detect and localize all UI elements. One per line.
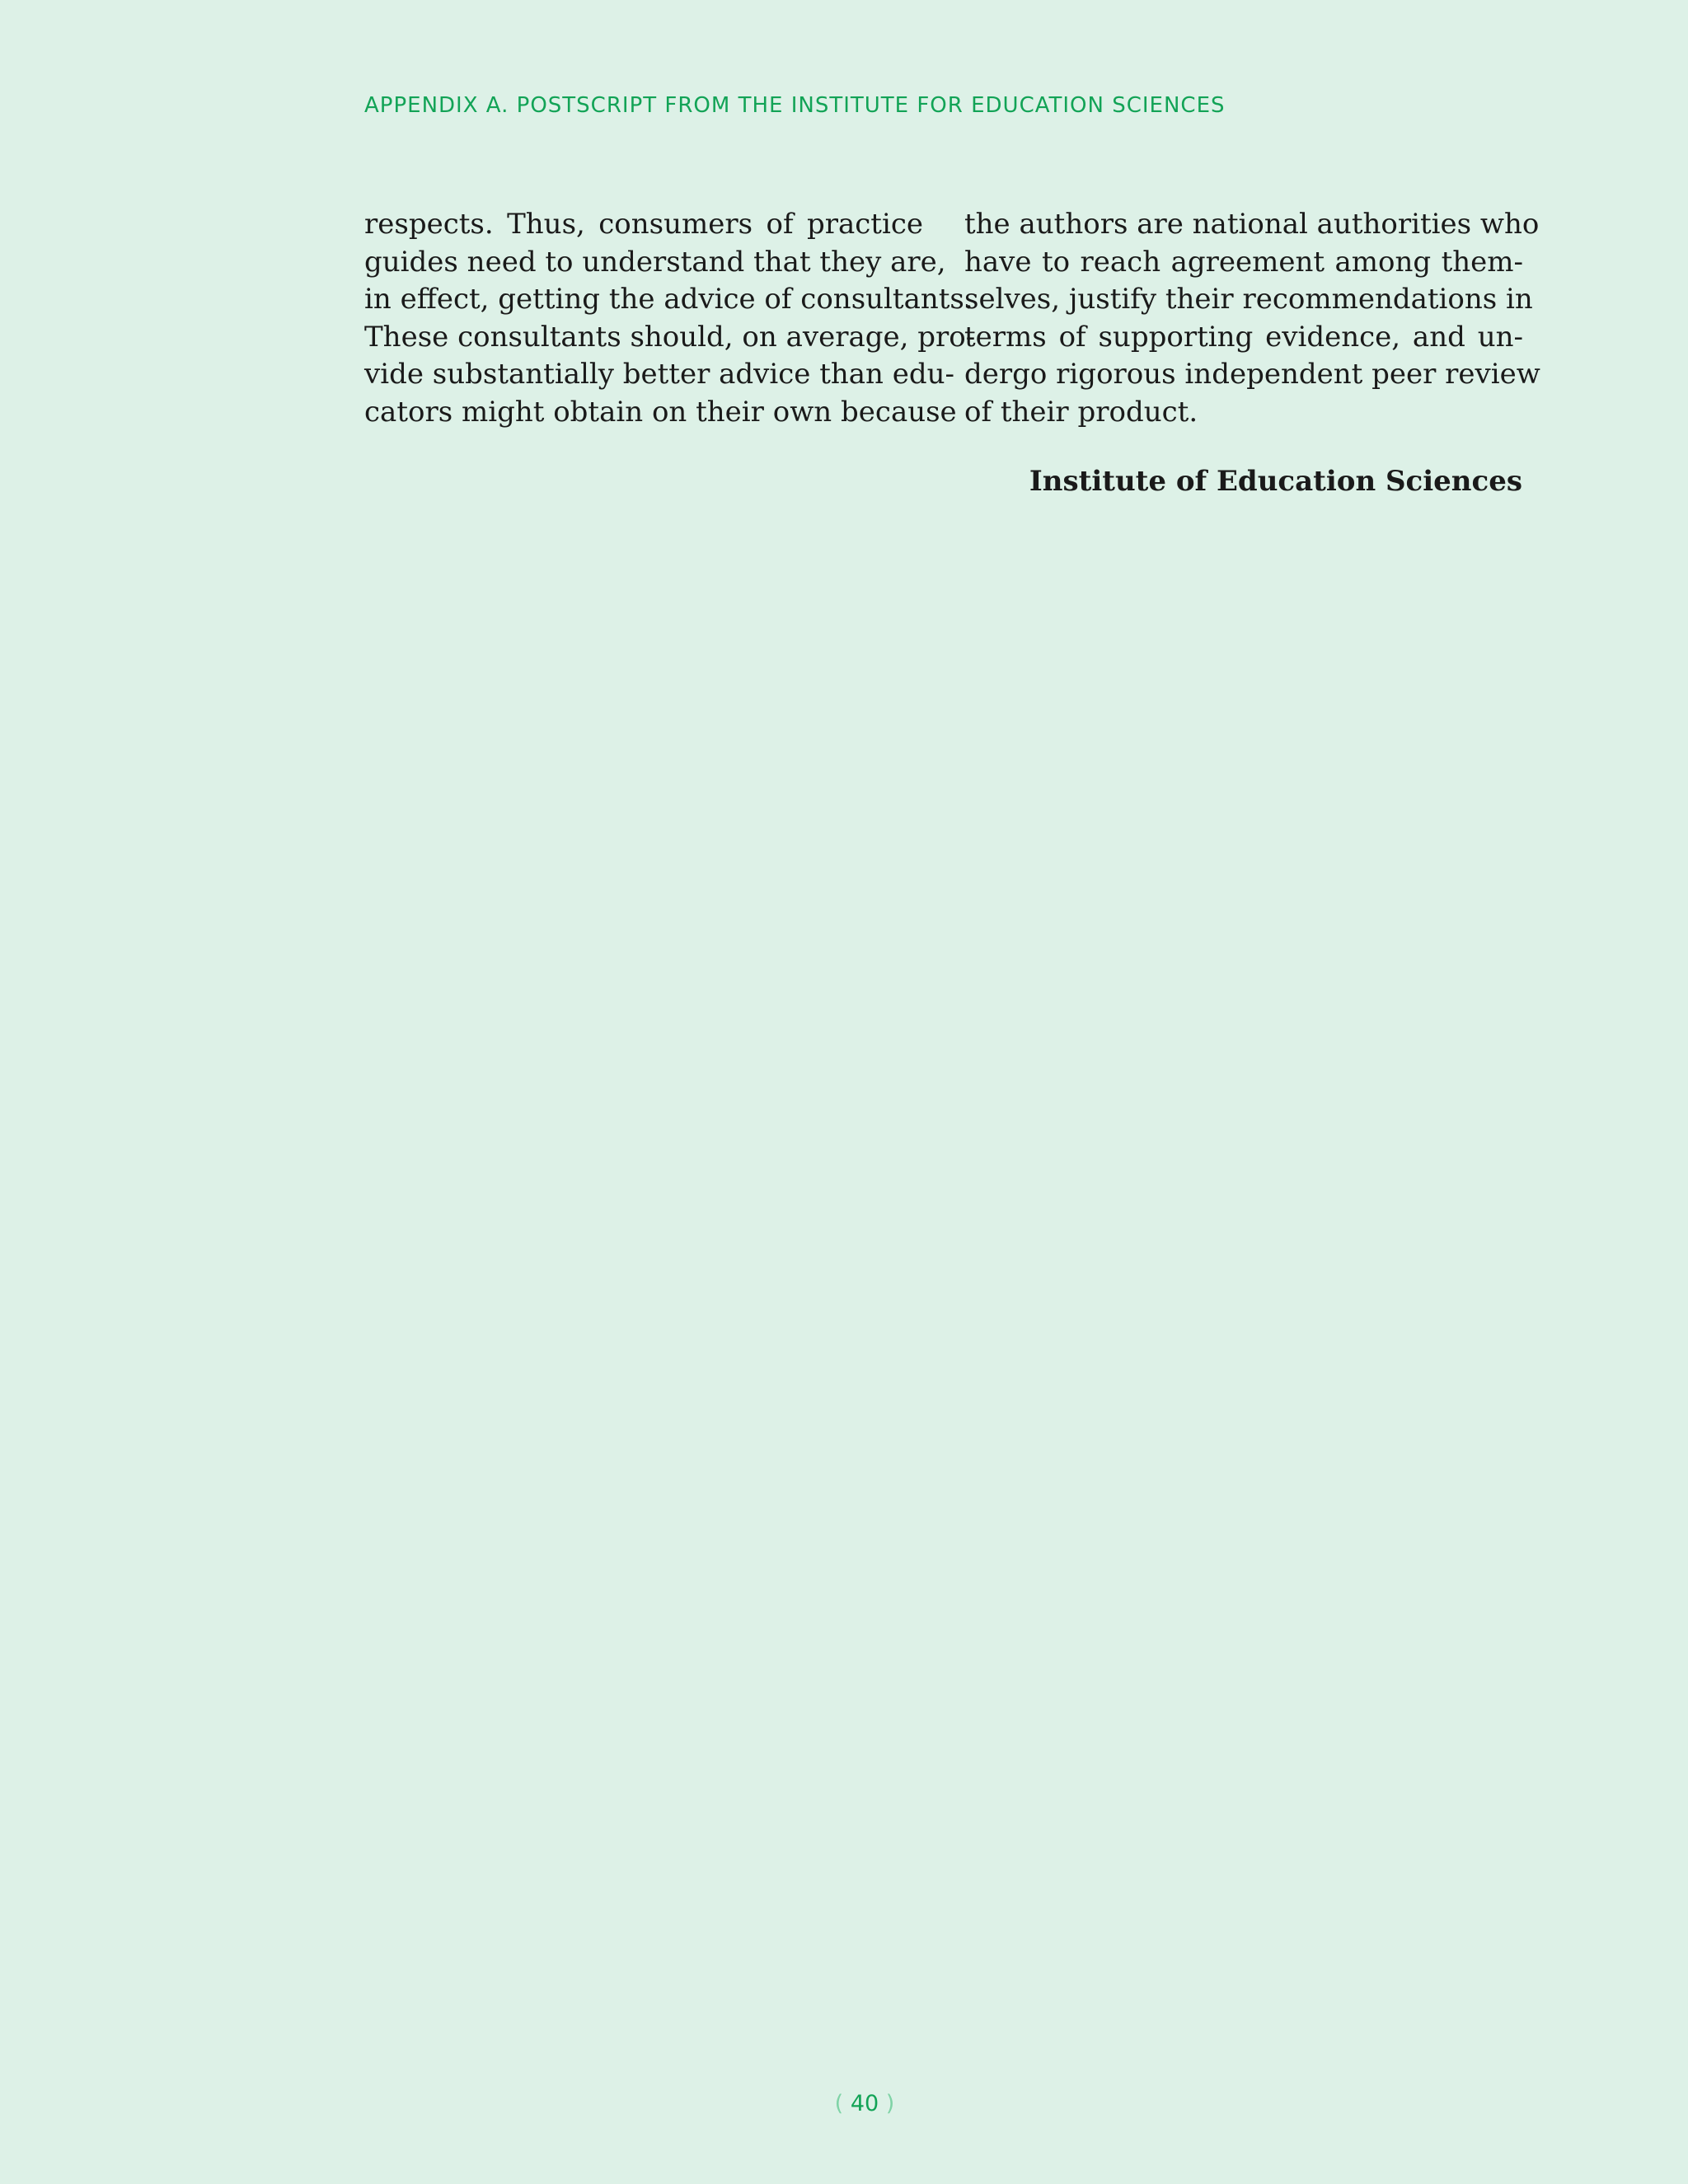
page-number-paren-open: ( [834, 2091, 844, 2116]
body-line: of their product. [964, 395, 1198, 429]
body-line: terms of supporting evidence, and un- [964, 320, 1523, 354]
body-line: guides need to understand that they are, [364, 245, 946, 279]
body-line: vide substantially better advice than edu- [364, 358, 955, 391]
page-number [766, 2091, 964, 2116]
page-number-paren-close: ) [885, 2091, 895, 2116]
body-line: respects. Thus, consumers of practice [364, 208, 923, 241]
body-line: dergo rigorous independent peer review [964, 358, 1540, 391]
body-line: selves, justify their recommendations in [964, 283, 1533, 316]
body-line: have to reach agreement among them- [964, 245, 1523, 279]
signature: Institute of Education Sciences [1029, 465, 1522, 498]
right-column [964, 206, 1540, 431]
body-line: the authors are national authorities who [964, 208, 1540, 241]
body-line: in effect, getting the advice of consultants. [364, 283, 973, 316]
body-line: These consultants should, on average, pro- [364, 320, 976, 354]
left-column [364, 206, 976, 431]
page-number-value: 40 [850, 2091, 879, 2116]
body-line: cators might obtain on their own because [364, 395, 957, 429]
running-head: APPENDIX A. POSTSCRIPT FROM THE INSTITUTE FOR EDUCATION SCIENCES [364, 93, 1226, 118]
